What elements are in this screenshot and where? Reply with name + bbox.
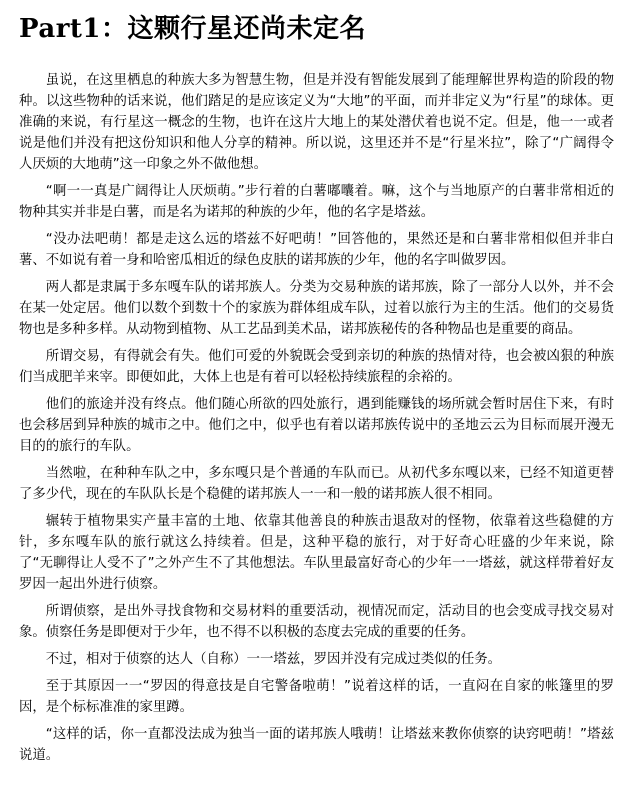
- paragraph: 所谓侦察，是出外寻找食物和交易材料的重要活动，视情况而定，活动目的也会变成寻找交易对象。侦察任务是即便对于少年，也不得不以积极的态度去完成的重要的任务。: [19, 604, 614, 640]
- paragraph: 他们的旅途并没有终点。他们随心所欲的四处旅行，遇到能赚钱的场所就会暂时居住下来，有时也会移居到异种族的城市之中。他们之中，似乎也有着以诺邦族传说中的圣地云云为目标而展开漫无目的的旅行的车队。: [19, 397, 614, 454]
- chapter-body: [19, 70, 614, 766]
- paragraph: 不过，相对于侦察的达人（自称）一一塔兹，罗因并没有完成过类似的任务。: [45, 652, 502, 667]
- paragraph: 虽说，在这里栖息的种族大多为智慧生物，但是并没有智能发展到了能理解世界构造的阶段的物种。以这些物种的话来说，他们踏足的是应该定义为“大地”的平面，而并非定义为“行星”的球体。更准确的来说，有行星这一概念的生物，也许在这片大地上的某处潜伏着也说不定。但是，他一一或者说是他们并没有把这份知识和他人分享的精神。所以说，这里还并不是“行星米拉”，除了“广阔得令人厌烦的大地萌”这一印象之外不做他想。: [19, 73, 614, 172]
- paragraph: 当然啦，在种种车队之中，多东嘎只是个普通的车队而已。从初代多东嘎以来，已经不知道更替了多少代，现在的车队队长是个稳健的诺邦族人一一和一般的诺邦族人很不相同。: [19, 466, 614, 502]
- paragraph: 至于其原因一一“罗因的得意技是自宅警备啦萌！”说着这样的话，一直闷在自家的帐篷里的罗因，是个标标准准的家里蹲。: [19, 679, 614, 715]
- paragraph: 两人都是隶属于多东嘎车队的诺邦族人。分类为交易种族的诺邦族，除了一部分人以外，并不会在某一处定居。他们以数个到数十个的家族为群体组成车队，过着以旅行为主的生活。他们的交易货物也是多种多样。从动物到植物、从工艺品到美术品，诺邦族秘传的各种物品也是重要的商品。: [19, 280, 614, 337]
- chapter-title: Part1：这颗行星还尚未定名: [19, 14, 366, 44]
- paragraph: 所谓交易，有得就会有失。他们可爱的外貌既会受到亲切的种族的热情对待，也会被凶狠的种族们当成肥羊来宰。即便如此，大体上也是有着可以轻松持续旅程的余裕的。: [19, 349, 614, 385]
- paragraph: “没办法吧萌！都是走这么远的塔兹不好吧萌！”回答他的，果然还是和白薯非常相似但并非白薯、不如说有着一身和哈密瓜相近的绿色皮肤的诺邦族的少年，他的名字叫做罗因。: [19, 232, 614, 268]
- paragraph: 辗转于植物果实产量丰富的土地、依靠其他善良的种族击退敌对的怪物，依靠着这些稳健的方针，多东嘎车队的旅行就这么持续着。但是，这种平稳的旅行，对于好奇心旺盛的少年来说，除了“无聊得让人受不了”之外产生不了其他想法。车队里最富好奇心的少年一一塔兹，就这样带着好友罗因一起出外进行侦察。: [19, 514, 614, 592]
- paragraph: “这样的话，你一直都没法成为独当一面的诺邦族人哦萌！让塔兹来教你侦察的诀窍吧萌！”塔兹说道。: [19, 727, 614, 763]
- paragraph: “啊一一真是广阔得让人厌烦萌。”步行着的白薯嘟囔着。嘛，这个与当地原产的白薯非常相近的物种其实并非是白薯，而是名为诺邦的种族的少年，他的名字是塔兹。: [19, 184, 614, 220]
